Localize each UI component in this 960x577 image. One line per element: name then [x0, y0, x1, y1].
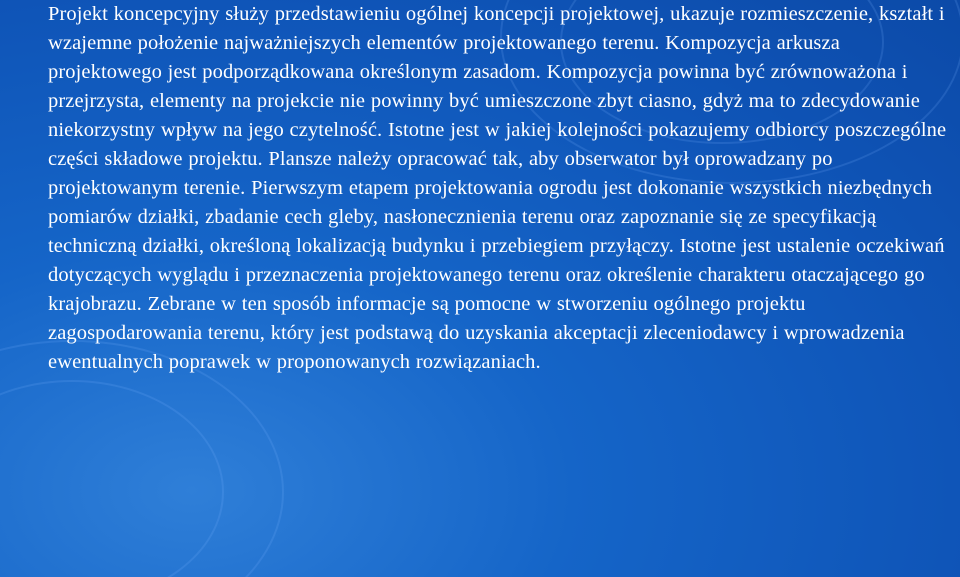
background-ripple	[0, 380, 224, 577]
slide-body-text: Projekt koncepcyjny służy przedstawieniu ogólnej koncepcji projektowej, ukazuje rozmieszczenie, kształt i wzajemne położenie najważniejszych elementów projektowanego terenu. Kompozycja arkusza projektowego jest podporządkowana określonym zasadom. Kompozycja powinna być zrównoważona i przejrzysta, elementy na projekcie nie powinny być umieszczone zbyt ciasno, gdyż ma to zdecydowanie niekorzystny wpływ na jego czytelność. Istotne jest w jakiej kolejności pokazujemy odbiorcy poszczególne części składowe projektu. Plansze należy opracować tak, aby obserwator był oprowadzany po projektowanym terenie. Pierwszym etapem projektowania ogrodu jest dokonanie wszystkich niezbędnych pomiarów działki, zbadanie cech gleby, nasłonecznienia terenu oraz zapoznanie się ze specyfikacją techniczną działki, określoną lokalizacją budynku i przebiegiem przyłączy. Istotne jest ustalenie oczekiwań dotyczących wyglądu i przeznaczenia projektowanego terenu oraz określenie charakteru otaczającego go krajobrazu. Zebrane w ten sposób informacje są pomocne w stworzeniu ogólnego projektu zagospodarowania terenu, który jest podstawą do uzyskania akceptacji zleceniodawcy i wprowadzenia ewentualnych poprawek w proponowanych rozwiązaniach.	[48, 3, 947, 373]
